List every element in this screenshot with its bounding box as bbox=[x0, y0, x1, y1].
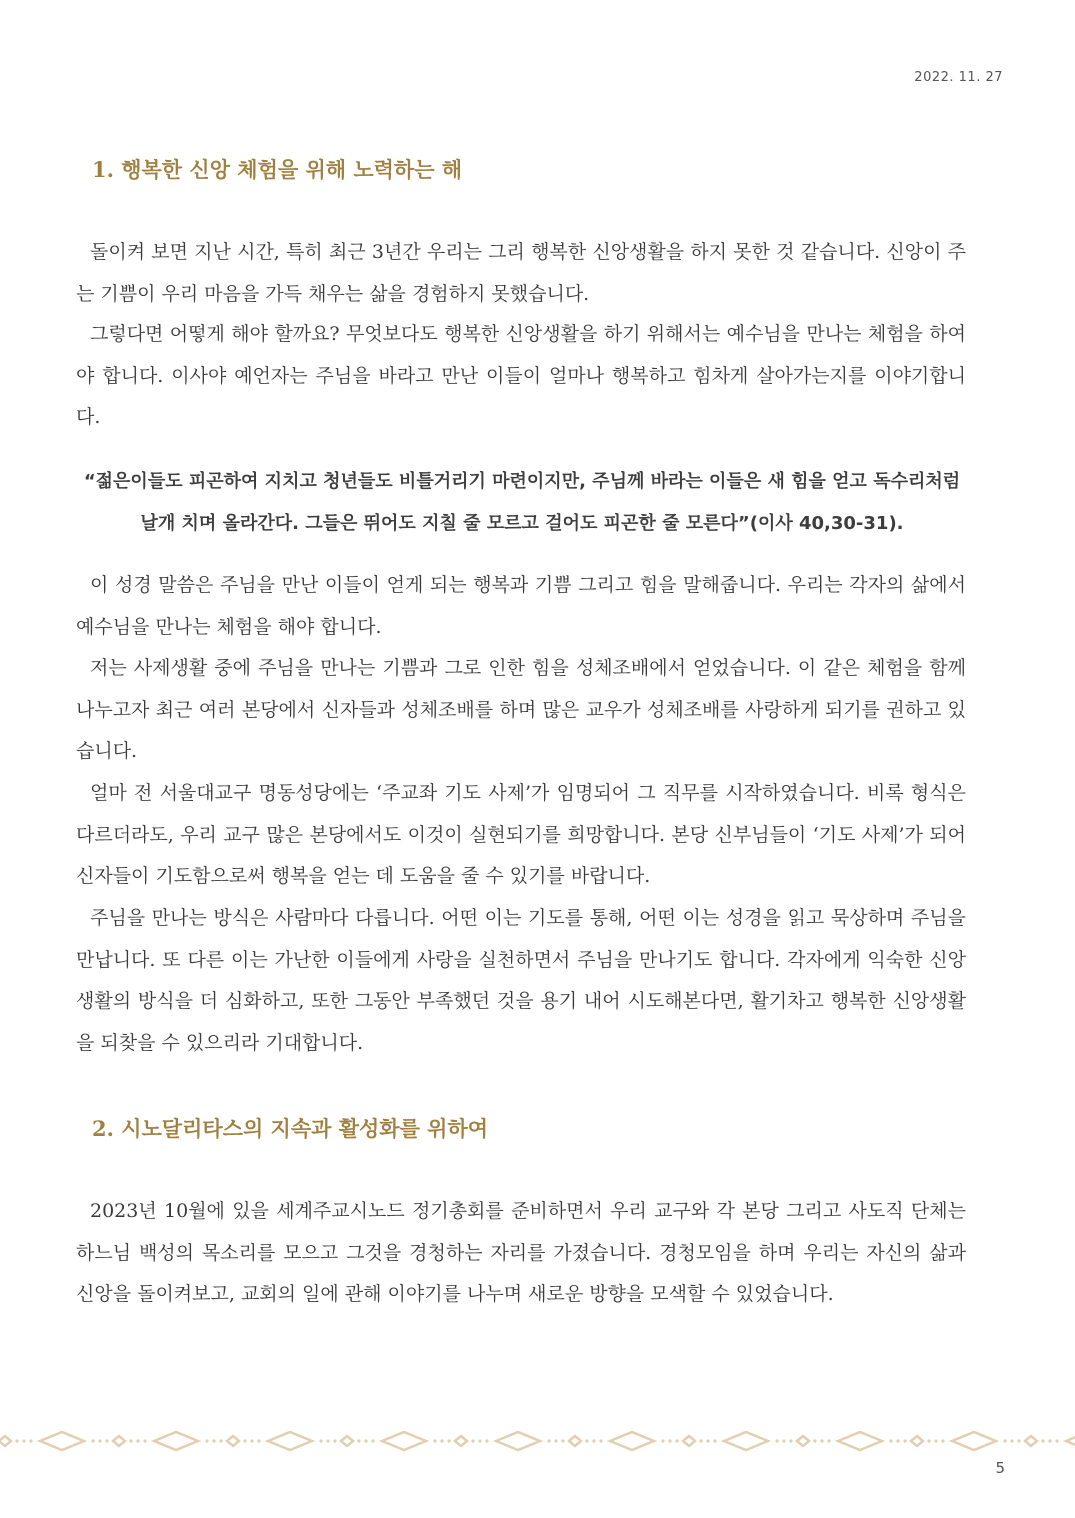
section-1-heading: 1. 행복한 신앙 체험을 위해 노력하는 해 bbox=[92, 157, 463, 182]
divider-small-diamond bbox=[455, 1436, 467, 1446]
divider-dot bbox=[889, 1439, 892, 1442]
divider-dot bbox=[98, 1439, 101, 1442]
section-2-paragraph-1: 2023년 10월에 있을 세계주교시노드 정기총회를 준비하면서 우리 교구와 각 본당 그리고 사도직 단체는 하느님 백성의 목소리를 모으고 그것을 경청하는 자리를 가졌습니다. 경청모임을 하며 우리는 자신의 삶과 신앙을 돌이켜보고, 교회의 일에 관해 이야기를 나누며 새로운 방향을 모색할 수 있었습니다. bbox=[76, 1200, 966, 1305]
divider-dot bbox=[813, 1439, 816, 1442]
section-1-paragraph-1: 돌이켜 보면 지난 시간, 특히 최근 3년간 우리는 그리 행복한 신앙생활을 하지 못한 것 같습니다. 신앙이 주는 기쁨이 우리 마음을 가득 채우는 삶을 경험하지 못했습니다. bbox=[76, 241, 966, 305]
divider-dot bbox=[820, 1439, 823, 1442]
divider-small-diamond bbox=[1025, 1436, 1037, 1446]
divider-dot bbox=[1048, 1439, 1051, 1442]
divider-dot bbox=[219, 1439, 222, 1442]
divider-dot bbox=[896, 1439, 899, 1442]
divider-dot bbox=[789, 1439, 792, 1442]
divider-small-diamond bbox=[683, 1436, 695, 1446]
divider-dot bbox=[547, 1439, 550, 1442]
divider-dot bbox=[927, 1439, 930, 1442]
divider-dot bbox=[371, 1439, 374, 1442]
divider-large-diamond bbox=[724, 1432, 768, 1450]
divider-dot bbox=[592, 1439, 595, 1442]
divider-small-diamond bbox=[341, 1436, 353, 1446]
section-1-paragraph-6: 주님을 만나는 방식은 사람마다 다릅니다. 어떤 이는 기도를 통해, 어떤 이는 성경을 읽고 묵상하며 주님을 만납니다. 또 다른 이는 가난한 이들에게 사랑을 실천하면서 주님을 만나기도 합니다. 각자에게 익숙한 신앙생활의 방식을 더 심화하고, 또한 그동안 부족했던 것을 용기 내어 시도해본다면, 활기차고 행복한 신앙생활을 되찾을 수 있으리라 기대합니다. bbox=[76, 907, 966, 1054]
divider-dot bbox=[1003, 1439, 1006, 1442]
page-number: 5 bbox=[995, 1459, 1005, 1477]
divider-dot bbox=[554, 1439, 557, 1442]
divider-dot bbox=[129, 1439, 132, 1442]
divider-dot bbox=[205, 1439, 208, 1442]
divider-large-diamond bbox=[268, 1432, 312, 1450]
document-date: 2022. 11. 27 bbox=[914, 70, 1003, 85]
divider-dot bbox=[775, 1439, 778, 1442]
divider-dot bbox=[1055, 1439, 1058, 1442]
divider-large-diamond bbox=[838, 1432, 882, 1450]
divider-dot bbox=[447, 1439, 450, 1442]
divider-dot bbox=[212, 1439, 215, 1442]
divider-dot bbox=[440, 1439, 443, 1442]
divider-dot bbox=[250, 1439, 253, 1442]
divider-dot bbox=[941, 1439, 944, 1442]
divider-dot bbox=[706, 1439, 709, 1442]
divider-large-diamond bbox=[382, 1432, 426, 1450]
divider-dot bbox=[1017, 1439, 1020, 1442]
divider-dot bbox=[661, 1439, 664, 1442]
section-1-paragraph-5: 얼마 전 서울대교구 명동성당에는 ‘주교좌 기도 사제’가 임명되어 그 직무를 시작하였습니다. 비록 형식은 다르더라도, 우리 교구 많은 본당에서도 이것이 실현되기를 희망합니다. 본당 신부님들이 ‘기도 사제’가 되어 신자들이 기도함으로써 행복을 얻는 데 도움을 줄 수 있기를 바랍니다. bbox=[76, 782, 966, 887]
section-1-paragraph-3: 이 성경 말씀은 주님을 만난 이들이 얻게 되는 행복과 기쁨 그리고 힘을 말해줍니다. 우리는 각자의 삶에서 예수님을 만나는 체험을 해야 합니다. bbox=[76, 574, 966, 638]
divider-dot bbox=[1010, 1439, 1013, 1442]
divider-dot bbox=[15, 1439, 18, 1442]
divider-dot bbox=[333, 1439, 336, 1442]
divider-small-diamond bbox=[569, 1436, 581, 1446]
divider-large-diamond bbox=[40, 1432, 84, 1450]
divider-dot bbox=[934, 1439, 937, 1442]
divider-large-diamond bbox=[1066, 1432, 1075, 1450]
divider-dot bbox=[561, 1439, 564, 1442]
divider-large-diamond bbox=[952, 1432, 996, 1450]
divider-dot bbox=[357, 1439, 360, 1442]
divider-large-diamond bbox=[154, 1432, 198, 1450]
divider-dot bbox=[471, 1439, 474, 1442]
divider-dot bbox=[257, 1439, 260, 1442]
divider-dot bbox=[91, 1439, 94, 1442]
divider-small-diamond bbox=[797, 1436, 809, 1446]
divider-dot bbox=[319, 1439, 322, 1442]
divider-dot bbox=[364, 1439, 367, 1442]
divider-small-diamond bbox=[0, 1436, 11, 1446]
divider-dot bbox=[105, 1439, 108, 1442]
divider-dot bbox=[782, 1439, 785, 1442]
divider-dot bbox=[675, 1439, 678, 1442]
divider-dot bbox=[485, 1439, 488, 1442]
divider-small-diamond bbox=[113, 1436, 125, 1446]
divider-dot bbox=[713, 1439, 716, 1442]
divider-large-diamond bbox=[610, 1432, 654, 1450]
divider-dot bbox=[29, 1439, 32, 1442]
divider-small-diamond bbox=[911, 1436, 923, 1446]
divider-dot bbox=[22, 1439, 25, 1442]
divider-dot bbox=[903, 1439, 906, 1442]
scripture-quote: “젊은이들도 피곤하여 지치고 청년들도 비틀거리기 마련이지만, 주님께 바라는 이들은 새 힘을 얻고 독수리처럼 날개 치며 올라간다. 그들은 뛰어도 지칠 줄 모르고 걸어도 피곤한 줄 모른다”(이사 40,30-31). bbox=[83, 471, 961, 534]
section-1-paragraph-2: 그렇다면 어떻게 해야 할까요? 무엇보다도 행복한 신앙생활을 하기 위해서는 예수님을 만나는 체험을 하여야 합니다. 이사야 예언자는 주님을 바라고 만난 이들이 얼마나 행복하고 힘차게 살아가는지를 이야기합니다. bbox=[76, 323, 966, 428]
divider-dot bbox=[243, 1439, 246, 1442]
section-2-heading: 2. 시노달리타스의 지속과 활성화를 위하여 bbox=[92, 1116, 489, 1141]
decorative-diamond-divider bbox=[0, 1426, 1075, 1456]
divider-large-diamond bbox=[496, 1432, 540, 1450]
divider-dot bbox=[668, 1439, 671, 1442]
divider-dot bbox=[136, 1439, 139, 1442]
divider-dot bbox=[326, 1439, 329, 1442]
section-1-paragraph-4: 저는 사제생활 중에 주님을 만나는 기쁨과 그로 인한 힘을 성체조배에서 얻었습니다. 이 같은 체험을 함께 나누고자 최근 여러 본당에서 신자들과 성체조배를 하며 많은 교우가 성체조배를 사랑하게 되기를 권하고 있습니다. bbox=[76, 657, 966, 762]
divider-dot bbox=[599, 1439, 602, 1442]
divider-dot bbox=[143, 1439, 146, 1442]
divider-small-diamond bbox=[227, 1436, 239, 1446]
divider-dot bbox=[1041, 1439, 1044, 1442]
divider-dot bbox=[699, 1439, 702, 1442]
divider-dot bbox=[827, 1439, 830, 1442]
divider-dot bbox=[433, 1439, 436, 1442]
divider-dot bbox=[478, 1439, 481, 1442]
divider-dot bbox=[585, 1439, 588, 1442]
